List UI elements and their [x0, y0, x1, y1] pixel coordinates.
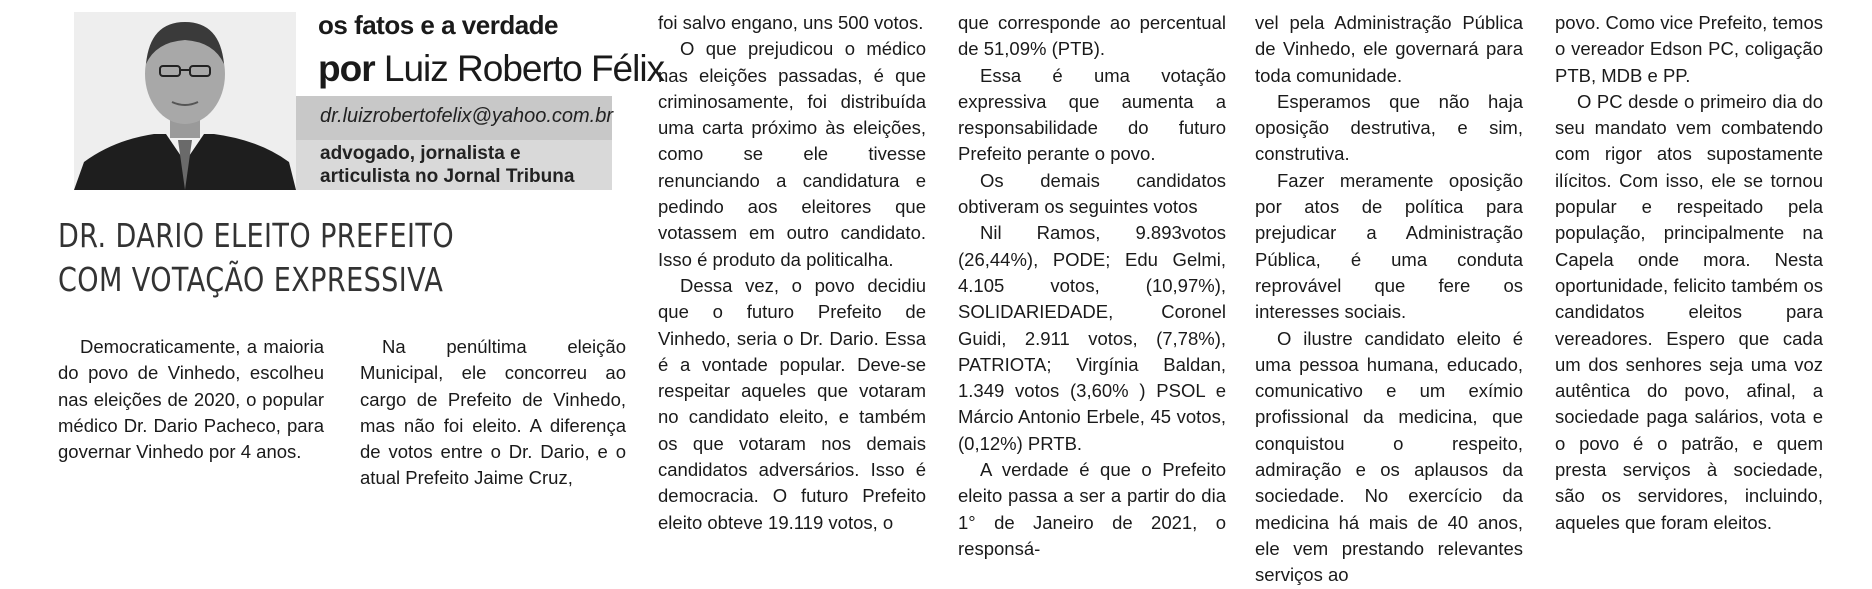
- author-email: dr.luizrobertofelix@yahoo.com.br: [320, 105, 614, 127]
- text-column-6: [1555, 10, 1823, 536]
- paragraph-continuation: povo. Como vice Prefeito, temos o vereador Edson PC, coligação PTB, MDB e PP.: [1555, 12, 1823, 86]
- text-column-2: [360, 334, 626, 492]
- author-info-box: [296, 96, 612, 190]
- paragraph: Fazer meramente oposição por atos de política para prejudicar a Administração Pública, é uma conduta reprovável que fere os interesses sociais.: [1255, 169, 1523, 323]
- text-column-1: [58, 334, 324, 465]
- author-role: [320, 142, 574, 188]
- text-column-3: [658, 10, 926, 536]
- column-kicker: os fatos e a verdade: [318, 10, 558, 40]
- author-portrait-icon: [74, 12, 296, 190]
- paragraph: Dessa vez, o povo decidiu que o futuro Prefeito de Vinhedo, seria o Dr. Dario. Essa é a vontade popular. Deve-se respeitar aqueles que votaram no candidato eleito, e também os que votaram nos demais candidatos adversários. Isso é democracia. O futuro Prefeito eleito obteve 19.119 votos, o: [658, 274, 926, 533]
- paragraph: O PC desde o primeiro dia do seu mandato vem combatendo com rigor atos supostamente ilícitos. Com isso, ele se tornou popular e respeitado pela população, principalmente na Capela onde mora. Nesta oportunidade, felicito também os candidatos eleitos para vereadores. Espero que cada um dos senhores seja uma voz autêntica do povo, afinal, a sociedade paga salários, vota e o povo é o patrão, e quem presta serviços à sociedade, são os servidores, incluindo, aqueles que foram eleitos.: [1555, 90, 1823, 533]
- author-role-line1: advogado, jornalista e: [320, 143, 521, 164]
- author-photo: [74, 12, 296, 190]
- paragraph: Nil Ramos, 9.893votos (26,44%), PODE; Edu Gelmi, 4.105 votos, (10,97%), SOLIDARIEDADE, Coronel Guidi, 2.911 votos, (7,78%), PATRIOTA; Virgínia Baldan, 1.349 votos (3,60% ) PSOL e Márcio Antonio Erbele, 45 votos, (0,12%) PRTB.: [958, 222, 1226, 454]
- paragraph-continuation: foi salvo engano, uns 500 votos.: [658, 12, 924, 33]
- text-column-4: [958, 10, 1226, 562]
- byline-prefix: por: [318, 48, 375, 89]
- paragraph: Essa é uma votação expressiva que aumenta a responsabilidade do futuro Prefeito perante o povo.: [958, 64, 1226, 165]
- byline: [318, 48, 664, 90]
- author-role-line2: articulista no Jornal Tribuna: [320, 166, 575, 187]
- paragraph: Democraticamente, a maioria do povo de Vinhedo, escolheu nas eleições de 2020, o popular médico Dr. Dario Pacheco, para governar Vinhedo por 4 anos.: [58, 336, 324, 463]
- paragraph: Na penúltima eleição Municipal, ele concorreu ao cargo de Prefeito de Vinhedo, mas não foi eleito. A diferença de votos entre o Dr. Dario, e o atual Prefeito Jaime Cruz,: [360, 336, 626, 489]
- paragraph-continuation: que corresponde ao percentual de 51,09% (PTB).: [958, 12, 1226, 60]
- text-column-5: [1255, 10, 1523, 589]
- paragraph: O ilustre candidato eleito é uma pessoa humana, educado, comunicativo e um exímio profissional da medicina, que conquistou o respeito, admiração e os aplausos da sociedade. No exercício da medicina há mais de 40 anos, ele vem prestando relevantes serviços ao: [1255, 327, 1523, 586]
- paragraph: Os demais candidatos obtiveram os seguintes votos: [958, 169, 1226, 218]
- article-headline: [58, 214, 517, 302]
- email-row: [296, 96, 612, 140]
- paragraph: O que prejudicou o médico nas eleições passadas, é que criminosamente, foi distribuída uma carta próximo às eleições, como se ele tivesse renunciando a candidatura e pedindo aos eleitores que votassem em outro candidato. Isso é produto da politicalha.: [658, 38, 926, 270]
- headline-line1: DR. DARIO ELEITO PREFEITO: [58, 216, 455, 255]
- author-name: Luiz Roberto Félix: [383, 48, 665, 89]
- paragraph: A verdade é que o Prefeito eleito passa a ser a partir do dia 1° de Janeiro de 2021, o responsá-: [958, 459, 1226, 559]
- paragraph-continuation: vel pela Administração Pública de Vinhedo, ele governará para toda comunidade.: [1255, 12, 1523, 86]
- paragraph: Esperamos que não haja oposição destrutiva, e sim, construtiva.: [1255, 90, 1523, 165]
- headline-line2: COM VOTAÇÃO EXPRESSIVA: [58, 260, 444, 299]
